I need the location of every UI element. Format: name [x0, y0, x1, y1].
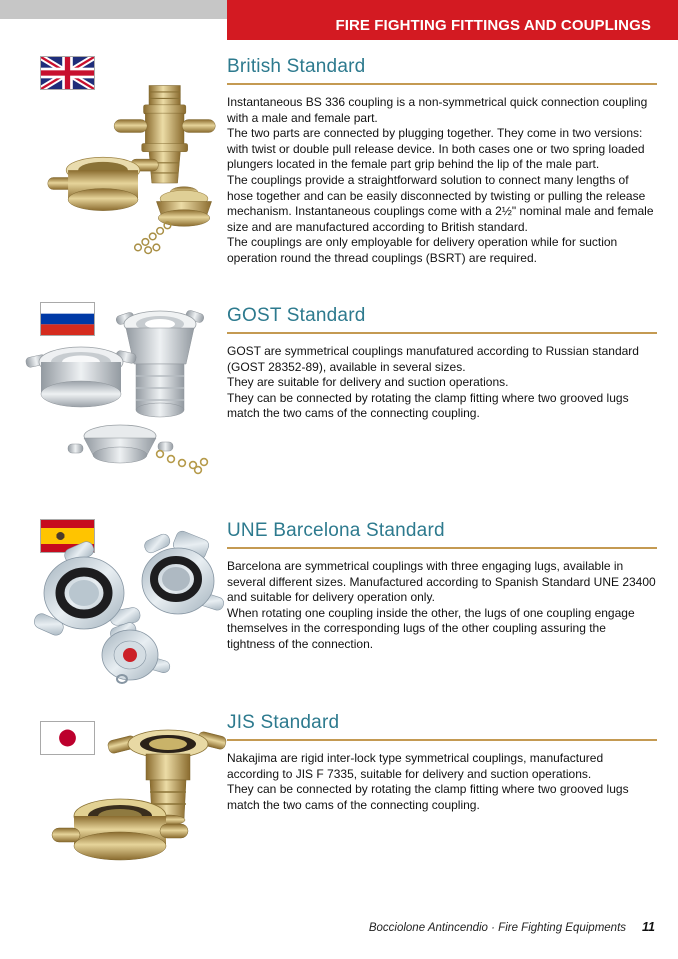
section-paragraphs	[227, 751, 657, 813]
banner-title: FIRE FIGHTING FITTINGS AND COUPLINGS	[335, 17, 651, 34]
section-british-standard	[0, 50, 678, 298]
section-title: British Standard	[227, 56, 366, 77]
section-title: GOST Standard	[227, 305, 366, 326]
product-image-jis-couplings	[48, 714, 236, 883]
gold-rule	[227, 83, 657, 85]
paragraph: They can be connected by rotating the clamp fitting where two grooved lugs match the two cams of the connecting coupling.	[227, 390, 629, 421]
product-image-barcelona-couplings	[26, 529, 234, 692]
product-image-british-couplings	[46, 78, 230, 271]
section-paragraphs	[227, 95, 657, 267]
section-title: JIS Standard	[227, 712, 340, 733]
section-title: UNE Barcelona Standard	[227, 520, 445, 541]
paragraph: The couplings are only employable for delivery operation while for suction operation round the thread couplings (BSRT) are required.	[227, 235, 618, 265]
paragraph: When rotating one coupling inside the other, the lugs of one coupling engage themselves in the corresponding lugs of the other coupling assuring the tightness of the connection.	[227, 605, 635, 651]
paragraph: They are suitable for delivery and suction operations.	[227, 375, 509, 390]
paragraph: GOST are symmetrical couplings manufatured according to Russian standard (GOST 28352-89), available in several sizes.	[227, 344, 639, 374]
page-footer	[369, 920, 655, 934]
footer-text: Bocciolone Antincendio · Fire Fighting Equipments	[368, 922, 627, 934]
paragraph: Nakajima are rigid inter-lock type symmetrical couplings, manufactured according to JIS F 7335, suitable for delivery and suction operations.	[227, 751, 604, 781]
paragraph: Instantaneous BS 336 coupling is a non-symmetrical quick connection coupling with a male and female part.	[227, 95, 648, 125]
paragraph: The couplings provide a straightforward solution to connect many lengths of hose together and can be easily disconnected by twisting or pulling the release mechanism. Instantaneous couplings come with a 2½" nominal male and female size and are manufactured according to British standard.	[227, 172, 654, 234]
paragraph: They can be connected by rotating the clamp fitting where two grooved lugs match the two cams of the connecting coupling.	[227, 782, 629, 812]
section-jis-standard	[0, 708, 678, 888]
section-paragraphs	[227, 559, 657, 653]
paragraph: The two parts are connected by plugging together. They come in two versions: with twist or double pull release device. In both cases one or two spring loaded plungers located in the female part grip behind the lip of the male part.	[227, 126, 645, 172]
section-paragraphs	[227, 344, 657, 422]
header-banner	[227, 0, 678, 40]
paragraph: Barcelona are symmetrical couplings with three engaging lugs, available in several different sizes. Manufactured according to Spanish Standard UNE 23400 and suitable for delivery operation only.	[227, 559, 656, 605]
section-gost-standard	[0, 298, 678, 515]
section-une-barcelona-standard	[0, 515, 678, 708]
gold-rule	[227, 332, 657, 334]
gold-rule	[227, 739, 657, 741]
product-image-gost-couplings	[20, 304, 227, 481]
header-gray-bar	[0, 0, 227, 19]
page-number: 11	[642, 920, 655, 934]
gold-rule	[227, 547, 657, 549]
